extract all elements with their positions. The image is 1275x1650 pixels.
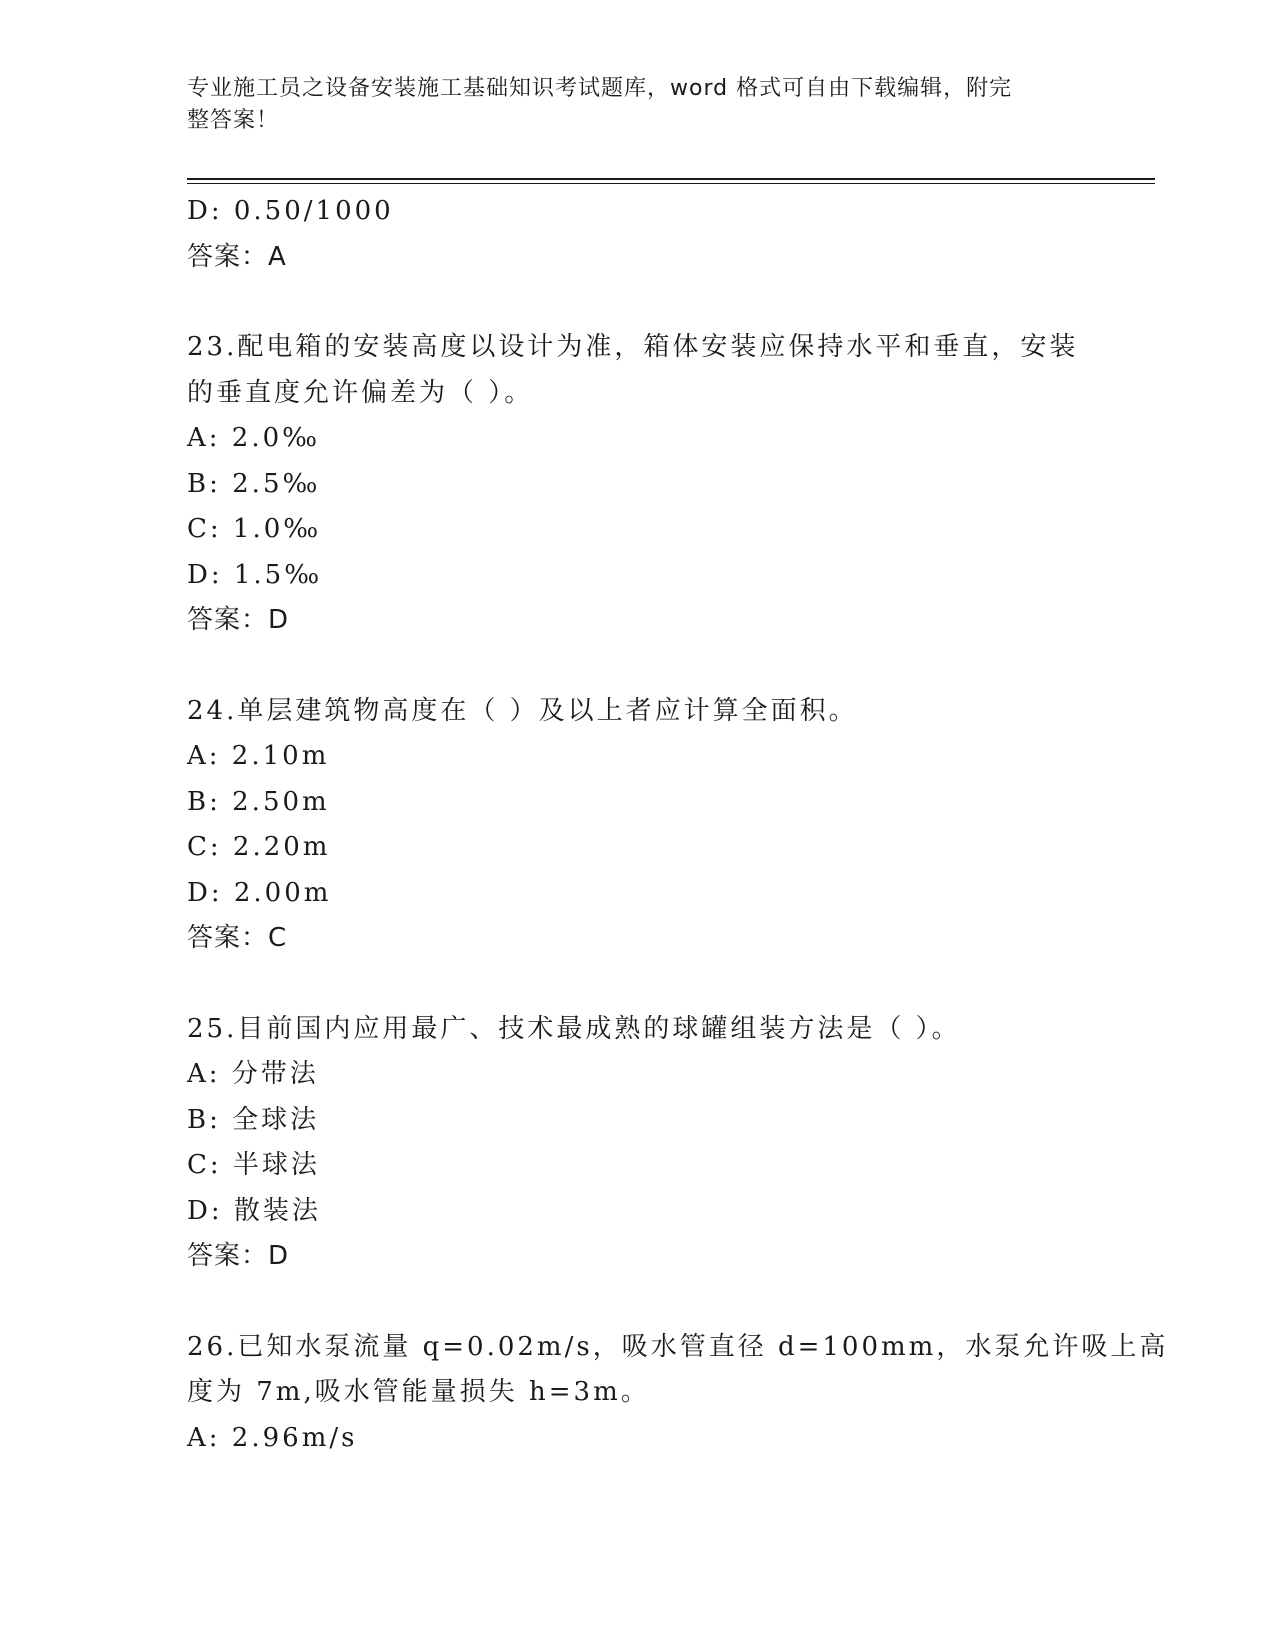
option-c: C: 1.0‰ (187, 514, 322, 544)
option-a: A: 2.10m (187, 741, 330, 771)
option-c: C: 2.20m (187, 832, 331, 862)
header-line-2: 整答案！ (187, 108, 280, 133)
previous-question-tail (187, 189, 1087, 280)
header-rule-thick (187, 178, 1155, 180)
question-text: 度为 7m,吸水管能量损失 h=3m。 (187, 1377, 650, 1407)
option-b: B: 2.50m (187, 786, 330, 817)
answer-line: 答案：C (187, 923, 288, 953)
answer-line: 答案：D (187, 605, 290, 635)
question-25 (187, 1007, 1087, 1280)
spacer (187, 962, 1087, 1007)
option-a: A: 2.0‰ (187, 423, 321, 453)
question-text: 25.目前国内应用最广、技术最成熟的球罐组装方法是（ ）。 (187, 1013, 961, 1044)
spacer (187, 280, 1087, 325)
option-a: A: 分带法 (187, 1059, 319, 1089)
document-body (187, 189, 1169, 1461)
option-b: B: 2.5‰ (187, 468, 321, 499)
option-d: D: 0.50/1000 (187, 196, 394, 226)
option-b: B: 全球法 (187, 1104, 320, 1135)
question-text: 23.配电箱的安装高度以设计为准，箱体安装应保持水平和垂直，安装 (187, 332, 1079, 362)
spacer (187, 644, 1087, 689)
option-c: C: 半球法 (187, 1150, 320, 1180)
question-text: 26.已知水泵流量 q=0.02m/s，吸水管直径 d=100mm，水泵允许吸上高 (187, 1331, 1169, 1362)
question-text: 24.单层建筑物高度在（ ）及以上者应计算全面积。 (187, 695, 858, 726)
option-d: D: 散装法 (187, 1195, 321, 1226)
question-23 (187, 325, 1087, 644)
question-text: 的垂直度允许偏差为（ ）。 (187, 377, 534, 408)
question-24 (187, 689, 1087, 962)
header-rule-thin (187, 183, 1155, 184)
option-d: D: 2.00m (187, 877, 332, 908)
option-d: D: 1.5‰ (187, 559, 323, 590)
answer-line: 答案：A (187, 241, 287, 272)
option-a: A: 2.96m/s (187, 1422, 358, 1453)
spacer (187, 1280, 1087, 1325)
answer-line: 答案：D (187, 1241, 290, 1271)
header-line-1: 专业施工员之设备安装施工基础知识考试题库，word 格式可自由下载编辑，附完 (187, 76, 1013, 101)
document-header (187, 73, 1067, 137)
question-26 (187, 1325, 1169, 1462)
